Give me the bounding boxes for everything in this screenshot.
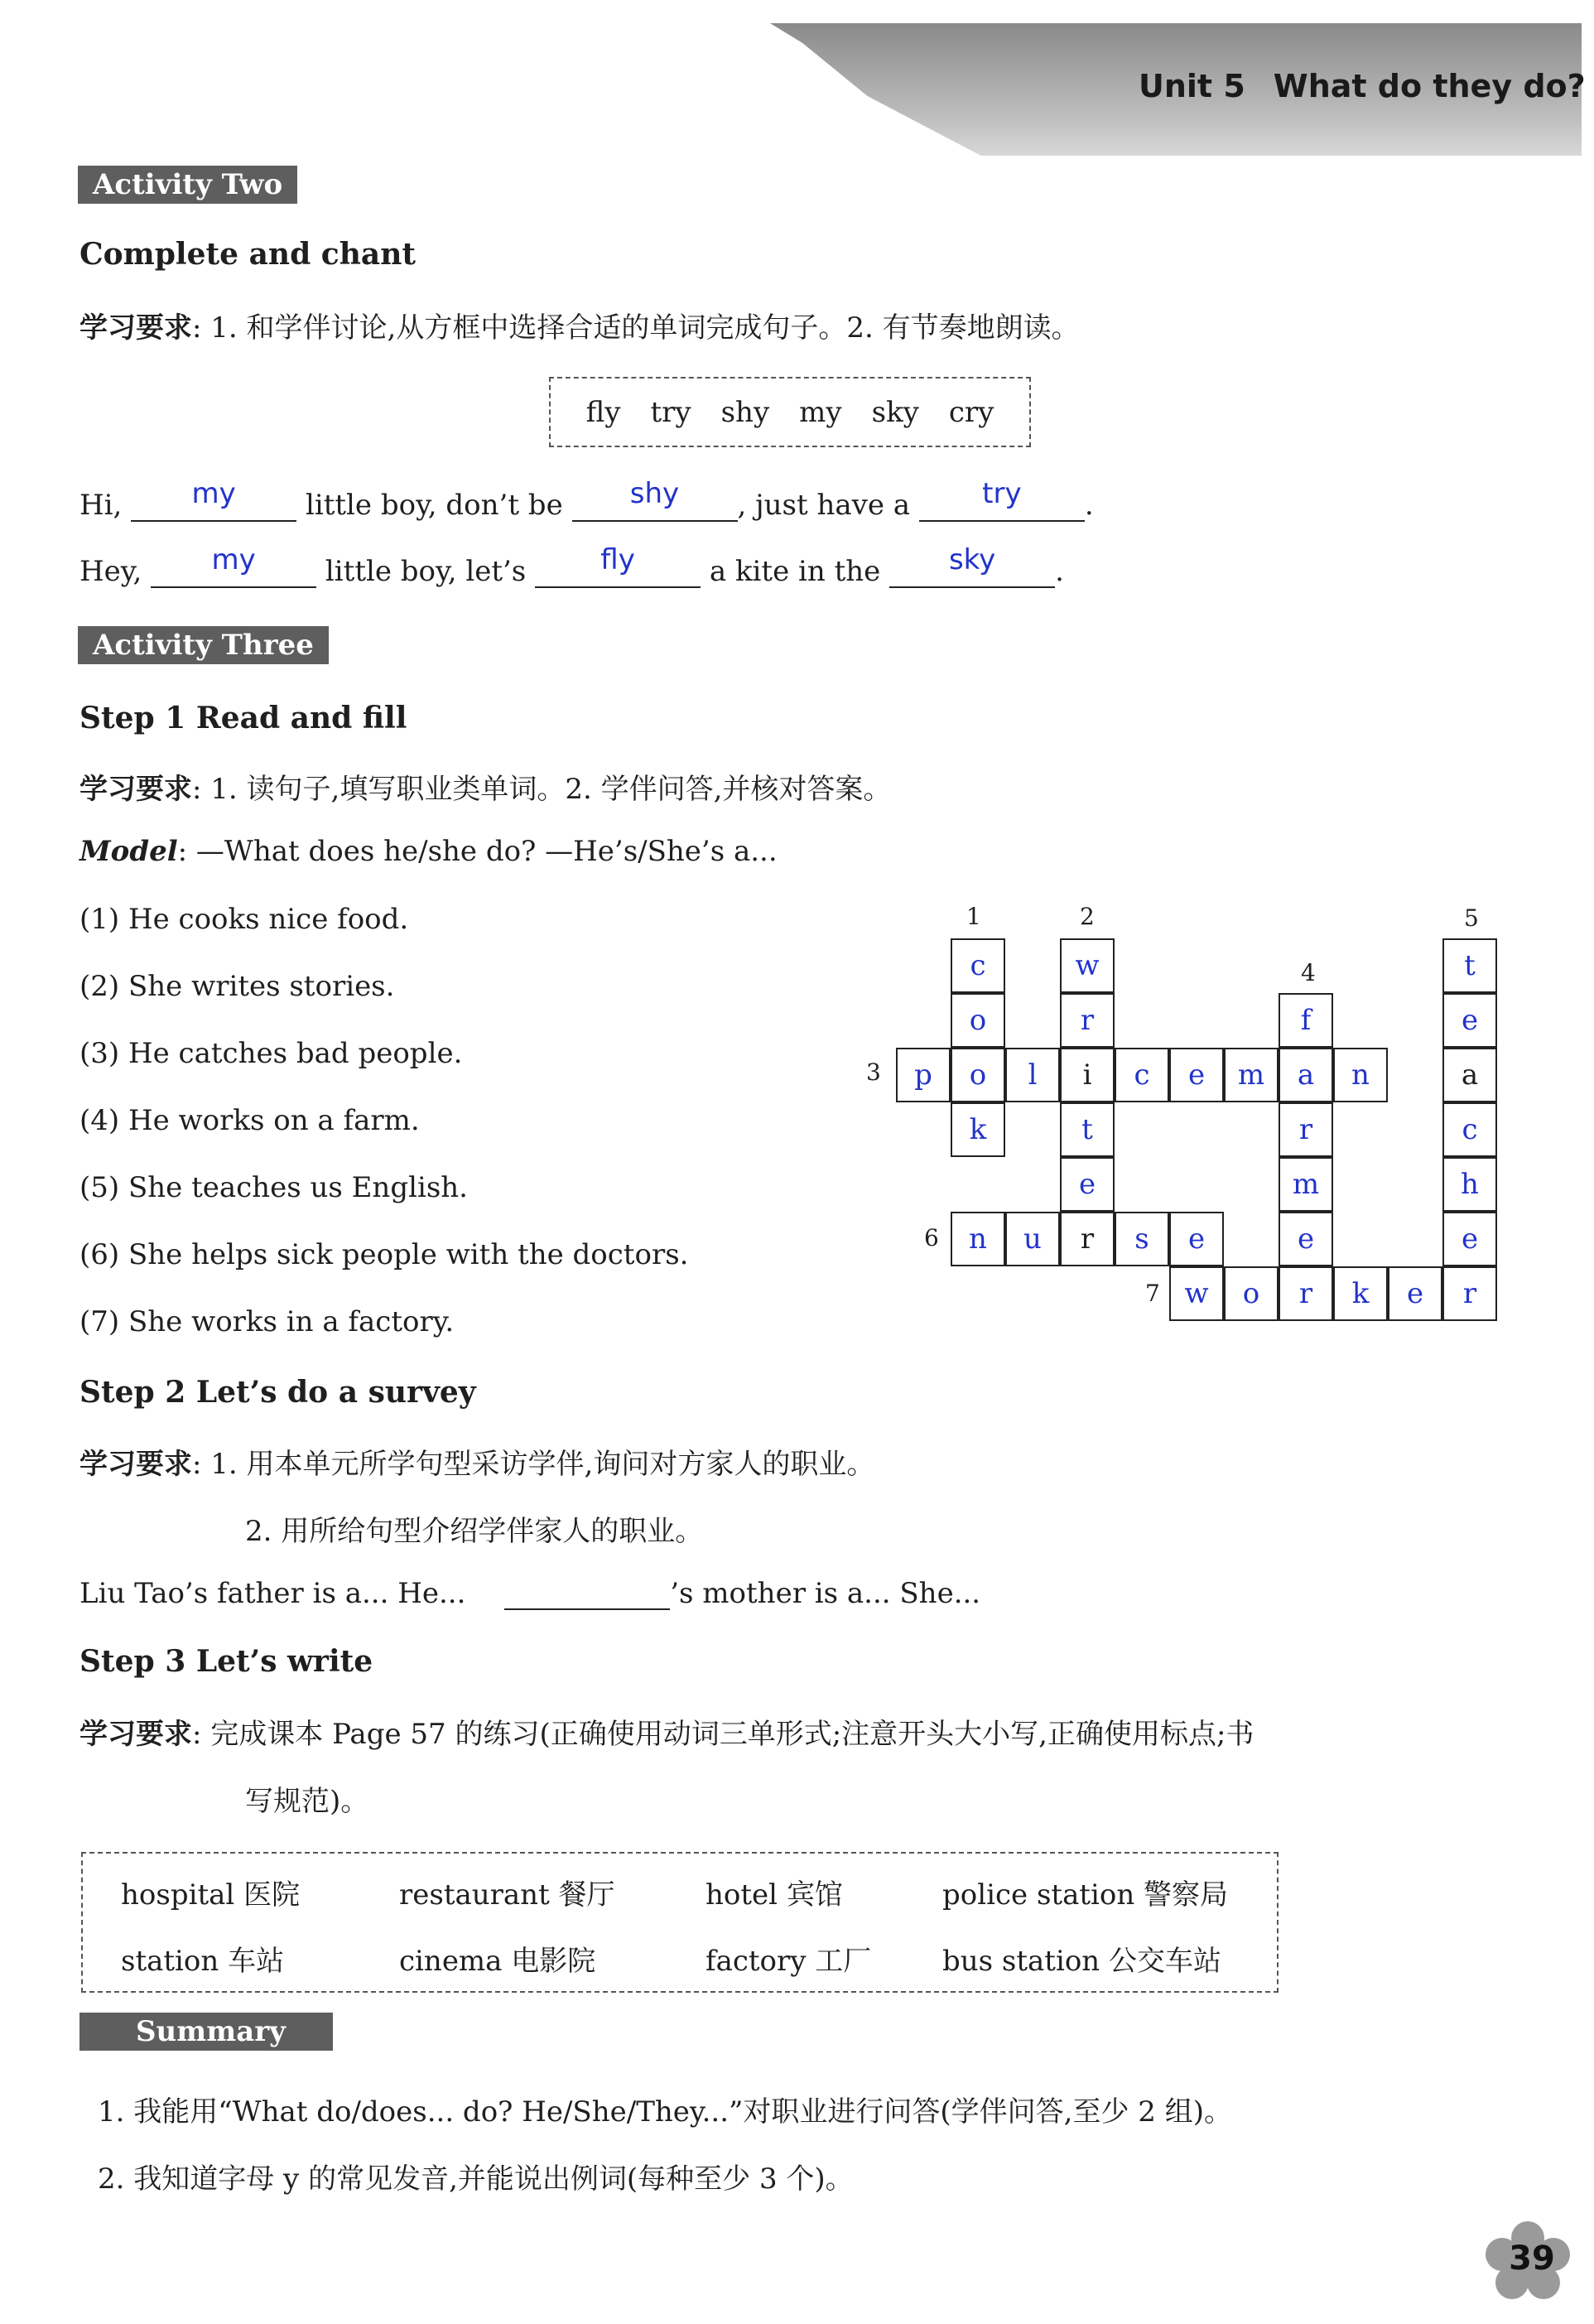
word-item: my — [799, 395, 842, 429]
chant-blank[interactable] — [919, 477, 1085, 522]
chant-text: a kite in the — [709, 555, 881, 588]
chant-text: little boy, don’t be — [305, 489, 563, 522]
chant-text: Hi, — [79, 489, 123, 522]
clue-item: (1) He cooks nice food. — [79, 903, 409, 936]
step3-requirement — [79, 1711, 1254, 1752]
crossword-cell[interactable]: s — [1115, 1212, 1169, 1266]
place-item: restaurant 餐厅 — [399, 1878, 615, 1912]
chant-text: . — [1055, 555, 1064, 588]
clue-item: (6) She helps sick people with the doctors. — [79, 1238, 689, 1271]
crossword-cell[interactable]: e — [1169, 1048, 1224, 1102]
word-box — [549, 377, 1031, 447]
clue-item: (7) She works in a factory. — [79, 1305, 455, 1338]
crossword-number: 2 — [1080, 903, 1095, 930]
crossword-cell[interactable]: m — [1279, 1157, 1333, 1212]
requirement-label: 学习要求 — [79, 1448, 192, 1481]
crossword-cell[interactable]: t — [1442, 938, 1497, 993]
crossword-cell[interactable]: k — [1333, 1266, 1388, 1321]
place-item: station 车站 — [121, 1945, 285, 1978]
crossword-cell[interactable]: e — [1060, 1157, 1115, 1212]
crossword-cell[interactable]: a — [1442, 1048, 1497, 1102]
crossword-cell[interactable]: t — [1060, 1102, 1115, 1157]
chant-text: Hey, — [79, 555, 142, 588]
crossword-cell[interactable]: w — [1169, 1266, 1224, 1321]
crossword-cell[interactable]: w — [1060, 938, 1115, 993]
step2-requirement-2: 2. 用所给句型介绍学伴家人的职业。 — [245, 1515, 704, 1548]
model-line — [79, 835, 778, 868]
place-box — [81, 1852, 1279, 1993]
activity-three-label: Activity Three — [78, 626, 329, 664]
word-item: try — [650, 395, 691, 429]
crossword-cell[interactable]: h — [1442, 1157, 1497, 1212]
activity-two-label: Activity Two — [78, 166, 297, 204]
crossword-cell[interactable]: r — [1279, 1102, 1333, 1157]
chant-blank[interactable] — [151, 543, 316, 588]
crossword-cell[interactable]: f — [1279, 993, 1333, 1048]
unit-label: Unit 5 — [1139, 68, 1245, 104]
crossword-cell[interactable]: r — [1060, 1212, 1115, 1266]
crossword-cell[interactable]: c — [951, 938, 1005, 993]
chant-blank[interactable] — [572, 477, 738, 522]
crossword-cell[interactable]: r — [1279, 1266, 1333, 1321]
crossword-cell[interactable]: k — [951, 1102, 1005, 1157]
unit-subtitle: What do they do? — [1273, 68, 1586, 104]
summary-label: Summary — [79, 2013, 333, 2051]
chant-answer: my — [211, 543, 256, 576]
crossword-cell[interactable]: u — [1005, 1212, 1060, 1266]
crossword-cell[interactable]: r — [1442, 1266, 1497, 1321]
requirement-text: : 完成课本 Page 57 的练习(正确使用动词三单形式;注意开头大小写,正确使用标点;书 — [192, 1718, 1254, 1751]
place-item: hospital 医院 — [121, 1878, 301, 1912]
crossword-cell[interactable]: a — [1279, 1048, 1333, 1102]
chant-answer: shy — [629, 477, 680, 510]
crossword-cell[interactable]: e — [1442, 993, 1497, 1048]
crossword-cell[interactable]: l — [1005, 1048, 1060, 1102]
crossword-cell[interactable]: m — [1224, 1048, 1279, 1102]
chant-answer: my — [191, 477, 236, 510]
crossword-cell[interactable]: n — [1333, 1048, 1388, 1102]
crossword-cell[interactable]: e — [1279, 1212, 1333, 1266]
crossword-cell[interactable]: o — [951, 993, 1005, 1048]
chant-text: , just have a — [737, 489, 911, 522]
requirement-label: 学习要求 — [79, 1718, 192, 1751]
step3-heading: Step 3 Let’s write — [79, 1644, 373, 1679]
clue-item: (3) He catches bad people. — [79, 1037, 463, 1070]
model-text: : —What does he/she do? —He’s/She’s a... — [177, 835, 778, 868]
crossword-number: 6 — [924, 1224, 939, 1251]
activity-two-heading: Complete and chant — [79, 237, 417, 272]
chant-blank[interactable] — [535, 543, 701, 588]
chant-blank[interactable] — [889, 543, 1055, 588]
crossword-cell[interactable]: n — [951, 1212, 1005, 1266]
crossword-cell[interactable]: i — [1060, 1048, 1115, 1102]
survey-sentence — [79, 1575, 980, 1610]
requirement-text: : 1. 用本单元所学句型采访学伴,询问对方家人的职业。 — [192, 1448, 875, 1481]
unit-title — [1139, 68, 1586, 104]
requirement-text: : 1. 读句子,填写职业类单词。2. 学伴问答,并核对答案。 — [192, 773, 892, 806]
crossword-number: 5 — [1464, 904, 1479, 932]
chant-answer: fly — [600, 543, 635, 576]
word-item: cry — [948, 395, 994, 429]
crossword-number: 3 — [866, 1058, 881, 1086]
requirement-text: : 1. 和学伴讨论,从方框中选择合适的单词完成句子。2. 有节奏地朗读。 — [192, 311, 1080, 345]
crossword-cell[interactable]: e — [1442, 1212, 1497, 1266]
step3-requirement-2: 写规范)。 — [245, 1785, 369, 1818]
summary-item: 2. 我知道字母 y 的常见发音,并能说出例词(每种至少 3 个)。 — [98, 2162, 854, 2196]
survey-text: ’s mother is a... She... — [670, 1577, 981, 1610]
crossword-cell[interactable]: p — [896, 1048, 951, 1102]
chant-text: . — [1084, 489, 1094, 522]
crossword-cell[interactable]: r — [1060, 993, 1115, 1048]
crossword-number: 1 — [966, 903, 981, 930]
chant-blank[interactable] — [131, 477, 296, 522]
step2-requirement — [79, 1441, 874, 1482]
place-item: factory 工厂 — [706, 1945, 872, 1978]
clue-item: (4) He works on a farm. — [79, 1104, 420, 1137]
summary-item: 1. 我能用“What do/does... do? He/She/They...”对职业进行问答(学伴问答,至少 2 组)。 — [98, 2095, 1232, 2129]
page-number: 39 — [1509, 2240, 1555, 2278]
clue-item: (5) She teaches us English. — [79, 1171, 468, 1204]
word-item: sky — [871, 395, 919, 429]
place-item: hotel 宾馆 — [706, 1878, 843, 1912]
step1-requirement — [79, 766, 891, 807]
place-item: bus station 公交车站 — [942, 1945, 1222, 1978]
chant-answer: sky — [948, 543, 996, 576]
requirement-label: 学习要求 — [79, 311, 192, 345]
crossword-cell[interactable]: e — [1388, 1266, 1442, 1321]
chant-line-2 — [79, 543, 1064, 588]
survey-text: Liu Tao’s father is a... He... — [79, 1577, 466, 1610]
crossword-cell[interactable]: o — [1224, 1266, 1279, 1321]
crossword-cell[interactable]: c — [1442, 1102, 1497, 1157]
step2-heading: Step 2 Let’s do a survey — [79, 1375, 476, 1410]
chant-line-1 — [79, 477, 1094, 522]
word-item: fly — [585, 395, 621, 429]
clue-item: (2) She writes stories. — [79, 970, 395, 1003]
survey-blank[interactable] — [504, 1575, 670, 1610]
activity-two-requirement — [79, 305, 1080, 345]
place-item: police station 警察局 — [942, 1878, 1229, 1912]
step1-heading: Step 1 Read and fill — [79, 701, 407, 735]
place-item: cinema 电影院 — [399, 1945, 596, 1978]
crossword-cell[interactable]: o — [951, 1048, 1005, 1102]
crossword-cell[interactable]: c — [1115, 1048, 1169, 1102]
requirement-label: 学习要求 — [79, 773, 192, 806]
crossword-cell[interactable]: e — [1169, 1212, 1224, 1266]
word-item: shy — [720, 395, 770, 429]
crossword-number: 7 — [1145, 1280, 1160, 1307]
chant-answer: try — [982, 477, 1022, 510]
chant-text: little boy, let’s — [325, 555, 527, 588]
model-label: Model — [79, 835, 178, 868]
crossword-number: 4 — [1301, 959, 1316, 986]
